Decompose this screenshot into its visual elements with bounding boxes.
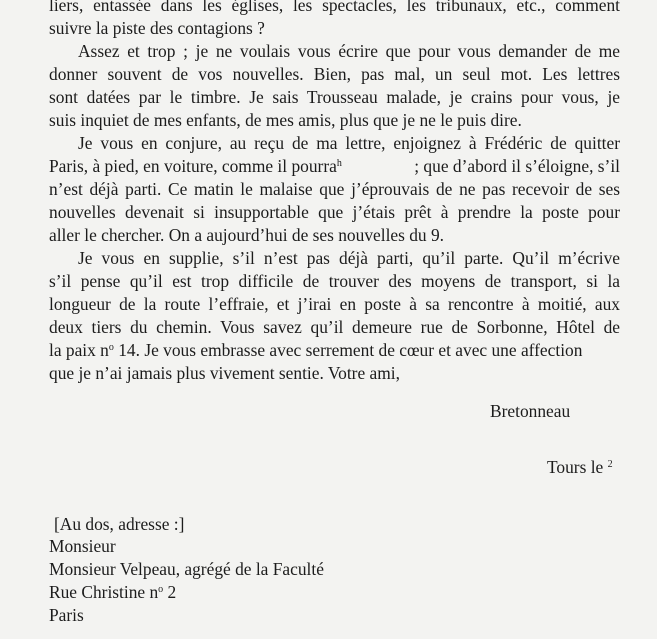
superscript: o xyxy=(108,342,114,353)
text-line xyxy=(49,155,620,178)
text-line: Je vous en conjure, au reçu de ma lettre, enjoignez à Frédéric de quitter xyxy=(78,133,620,153)
text-line: la paix $n^o$ 14. Je vous embrasse avec serrement de cœur et avec une affection xyxy=(49,340,583,360)
address-header: [Au dos, adresse :] xyxy=(54,514,185,534)
text-line: donner souvent de vos nouvelles. Bien, pas mal, un seul mot. Les lettres xyxy=(49,64,620,84)
text-line: suivre la piste des contagions ? xyxy=(49,18,265,38)
address-line: Monsieur xyxy=(49,536,116,556)
text-segment: Paris, à pied, en voiture, comme il pourra$^h$ xyxy=(49,156,342,176)
text-line: suis inquiet de mes enfants, de mes amis, plus que je ne le puis dire. xyxy=(49,110,522,130)
signature: Bretonneau xyxy=(490,401,571,421)
text-line: longueur de la route l’effraie, et j’irai en poste à sa rencontre à moitié, aux xyxy=(49,294,620,314)
address-line: Monsieur Velpeau, agrégé de la Faculté xyxy=(49,559,324,579)
text-segment: ; que d’abord il s’éloigne, s’il xyxy=(414,156,620,176)
footnote-marker: 2 xyxy=(607,459,613,470)
address-line: Rue Christine $n^o$ 2 xyxy=(49,582,177,602)
text-line: aller le chercher. On a aujourd’hui de ses nouvelles du 9. xyxy=(49,225,445,245)
text-line: deux tiers du chemin. Vous savez qu’il demeure rue de Sorbonne, Hôtel de xyxy=(49,317,620,337)
text-line: Je vous en supplie, s’il n’est pas déjà parti, qu’il parte. Qu’il m’écrive xyxy=(78,248,620,268)
text-line: que je n’ai jamais plus vivement sentie. Votre ami, xyxy=(49,363,400,383)
place-date: Tours le $^2$ xyxy=(547,457,613,477)
text-line: sont datées par le timbre. Je sais Trousseau malade, je crains pour vous, je xyxy=(49,87,620,107)
text-line: n’est déjà parti. Ce matin le malaise que j’éprouvais de ne pas recevoir de ses xyxy=(49,179,620,199)
address-line: Paris xyxy=(49,605,84,625)
text-line: s’il pense qu’il est trop difficile de trouver des moyens de transport, si la xyxy=(49,271,620,291)
superscript: o xyxy=(158,584,164,595)
text-line: liers, entassée dans les églises, les spectacles, les tribunaux, etc., comment xyxy=(49,0,620,15)
text-line: Assez et trop ; je ne voulais vous écrire que pour vous demander de me xyxy=(78,41,620,61)
text-line: nouvelles devenait si insupportable que j’étais prêt à prendre la poste pour xyxy=(49,202,620,222)
footnote-marker: h xyxy=(336,158,342,169)
